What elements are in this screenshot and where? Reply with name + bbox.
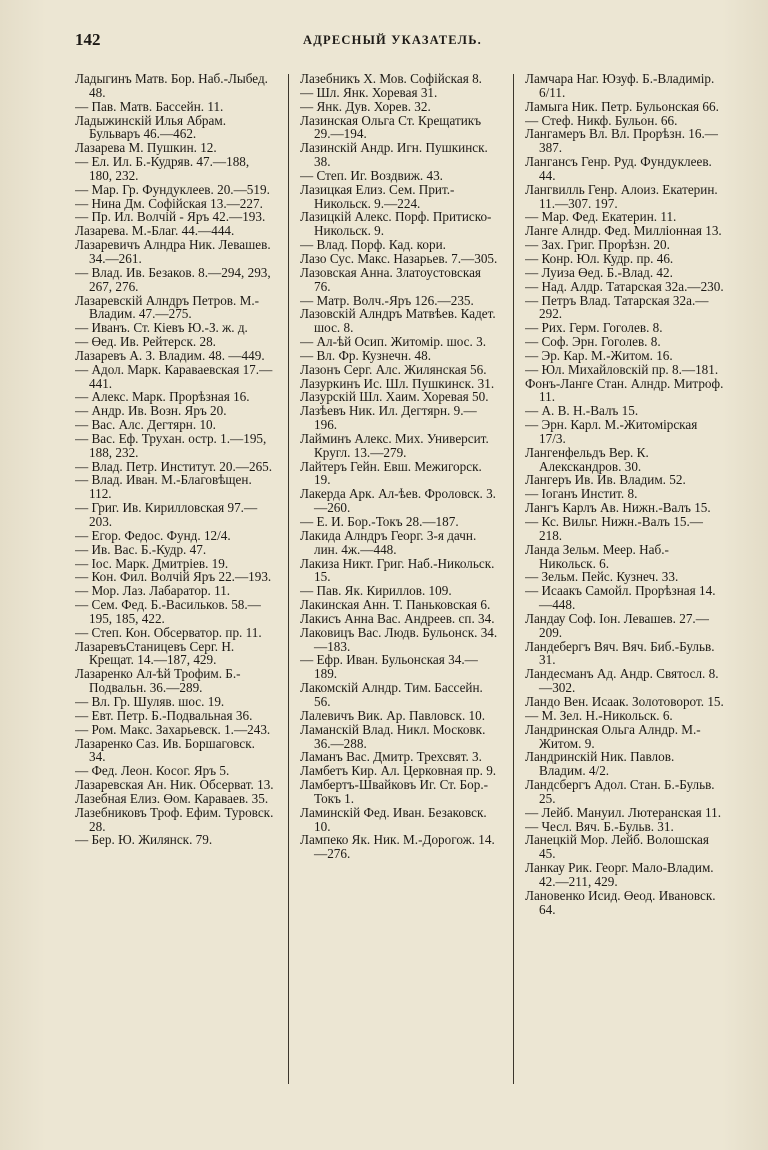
directory-entry: Ланецкій Мор. Лейб. Волошская 45. (525, 832, 709, 862)
page-header (75, 30, 710, 52)
directory-entry: Лазовскій Алндръ Матвѣев. Кадет. шос. 8. (300, 306, 496, 336)
directory-entry: Лайминъ Алекс. Мих. Университ. Кругл. 13.—279. (300, 430, 489, 460)
directory-entry: Ландо Вен. Исаак. Золотоворот. 15. (525, 693, 724, 709)
directory-entry: — Ел. Ил. Б.-Кудряв. 47.—188, 180, 232. (75, 154, 250, 183)
directory-entry: Ламинскій Фед. Иван. Безаковск. 10. (300, 804, 487, 834)
directory-entry: ЛазаревъСтаницевъ Серг. Н. Крещат. 14.—187, 429. (75, 638, 235, 668)
directory-entry: — Рих. Герм. Гоголев. 8. (525, 320, 663, 336)
directory-entry: — Зах. Григ. Прорѣзн. 20. (525, 237, 670, 253)
directory-entry: Лакиза Никт. Григ. Наб.-Никольск. 15. (300, 555, 495, 585)
directory-entry: — Іос. Марк. Дмитріев. 19. (75, 555, 229, 571)
directory-entry: — Шл. Янк. Хоревая 31. (300, 84, 438, 100)
directory-entry: — Исаакъ Самойл. Прорѣзная 14.—448. (525, 583, 716, 613)
directory-entry: — Соф. Эрн. Гоголев. 8. (525, 334, 661, 350)
directory-entry: Лазинскій Андр. Игн. Пушкинск. 38. (300, 140, 488, 170)
directory-entry: Лазаревъ А. З. Владим. 48. —449. (75, 347, 265, 363)
directory-entry: Лангенфельдъ Вер. К. Алекскандров. 30. (525, 444, 649, 474)
directory-entry: — Ив. Вас. Б.-Кудр. 47. (75, 541, 207, 557)
directory-entry: Лалевичъ Вик. Ар. Павловск. 10. (300, 707, 486, 723)
directory-entry: Лазицкій Алекс. Порф. Притиско-Никольск. 9. (300, 209, 492, 239)
directory-entry: Ланкау Рик. Георг. Мало-Владим. 42.—211, 429. (525, 860, 714, 889)
directory-entry: Лазебниковъ Троф. Ефим. Туровск. 28. (75, 804, 274, 834)
directory-entry: — Пав. Як. Кириллов. 109. (300, 583, 452, 599)
directory-entry: — Влад. Ив. Безаков. 8.—294, 293, 267, 276. (75, 264, 271, 294)
directory-entry: — Іоганъ Инстит. 8. (525, 486, 638, 502)
directory-entry: — Мар. Фед. Екатерин. 11. (525, 209, 677, 225)
directory-entry: Лазаренко Ал-ѣй Трофим. Б.-Подвальн. 36.—289. (75, 666, 241, 696)
directory-entry: — Фед. Леон. Косог. Яръ 5. (75, 763, 230, 779)
directory-entry: Лаковицъ Вас. Людв. Бульонск. 34.—183. (300, 624, 498, 654)
directory-entry: Лазаревичъ Алндра Ник. Левашев. 34.—261. (75, 237, 271, 266)
directory-entry: Лазонъ Серг. Алс. Жилянская 56. (300, 361, 487, 377)
directory-entry: Ландесманъ Ад. Андр. Святосл. 8.—302. (525, 666, 719, 696)
directory-entry: — Матр. Волч.-Яръ 126.—235. (300, 292, 474, 308)
directory-entry: — Влад. Петр. Институт. 20.—265. (75, 458, 273, 474)
directory-entry: Ландсбергъ Адол. Стан. Б.-Бульв. 25. (525, 777, 715, 806)
directory-entry: — Эрн. Карл. М.-Житомірская 17/3. (525, 417, 698, 446)
directory-entry: Лангвилль Генр. Алоиз. Екатерин. 11.—307. 197. (525, 181, 718, 211)
running-title: АДРЕСНЫЙ УКАЗАТЕЛЬ. (303, 33, 482, 47)
directory-entry: — Сем. Фед. Б.-Васильков. 58.—195, 185, 422. (75, 597, 261, 626)
directory-entry: Лангансъ Генр. Руд. Фундуклеев. 44. (525, 154, 712, 183)
directory-entry: — Егор. Федос. Фунд. 12/4. (75, 527, 231, 543)
directory-entry: — Иванъ. Ст. Кіевъ Ю.-З. ж. д. (75, 320, 248, 336)
directory-entry: Лазѣевъ Ник. Ил. Дегтярн. 9.—196. (300, 403, 477, 433)
directory-entry: Лазинская Ольга Ст. Крещатикъ 29.—194. (300, 112, 482, 142)
directory-columns (75, 72, 724, 1132)
directory-entry: Ладыгинъ Матв. Бор. Наб.-Лыбед. 48. (75, 72, 268, 100)
directory-entry: — М. Зел. Н.-Никольск. 6. (525, 707, 673, 723)
directory-entry: Лазовская Анна. Златоустовская 76. (300, 264, 481, 294)
directory-entry: Лазарева. М.-Благ. 44.—444. (75, 223, 235, 239)
directory-entry: Ламанъ Вас. Дмитр. Трехсвят. 3. (300, 749, 482, 765)
directory-entry: Фонъ-Ланге Стан. Алндр. Митроф. 11. (525, 375, 724, 405)
directory-entry: Ламчара Наг. Юзуф. Б.-Владимір. 6/11. (525, 72, 715, 100)
directory-entry: Ладыжинскій Илья Абрам. Бульваръ 46.—462. (75, 112, 227, 142)
directory-entry: Лазарева М. Пушкин. 12. (75, 140, 217, 156)
directory-entry: — Вл. Фр. Кузнечн. 48. (300, 347, 432, 363)
directory-entry: Лакисъ Анна Вас. Андреев. сп. 34. (300, 610, 495, 626)
directory-entry: — Е. И. Бор.-Токъ 28.—187. (300, 514, 459, 529)
directory-entry: — Пр. Ил. Волчій - Яръ 42.—193. (75, 209, 266, 225)
directory-entry: — Луиза Өед. Б.-Влад. 42. (525, 264, 673, 280)
directory-entry: Лазаревская Ан. Ник. Обсерват. 13. (75, 777, 274, 793)
directory-entry: — Евт. Петр. Б.-Подвальная 36. (75, 707, 253, 723)
directory-entry: — А. В. Н.-Валъ 15. (525, 403, 639, 419)
directory-entry: — Зельм. Пейс. Кузнеч. 33. (525, 569, 679, 585)
directory-entry: — Вл. Гр. Шуляв. шос. 19. (75, 693, 225, 709)
directory-entry: — Адол. Марк. Караваевская 17.—441. (75, 361, 273, 391)
directory-entry: Лакинская Анн. Т. Паньковская 6. (300, 597, 491, 613)
directory-entry: Ландау Соф. Іон. Левашев. 27.—209. (525, 610, 709, 640)
directory-entry: — Эр. Кар. М.-Житом. 16. (525, 347, 673, 363)
directory-entry: — Влад. Порф. Кад. кори. (300, 237, 446, 253)
directory-entry: Ланда Зельм. Меер. Наб.-Никольск. 6. (525, 541, 669, 571)
directory-entry: Лазицкая Елиз. Сем. Прит.-Никольск. 9.—224. (300, 181, 455, 211)
directory-entry: — Ефр. Иван. Бульонская 34.—189. (300, 652, 478, 682)
directory-entry: Лазо Сус. Макс. Назарьев. 7.—305. (300, 250, 498, 266)
directory-entry: Лазебная Елиз. Өом. Караваев. 35. (75, 790, 269, 806)
directory-entry: — Степ. Иг. Воздвиж. 43. (300, 167, 443, 183)
directory-entry: Лакомскій Алндр. Тим. Бассейн. 56. (300, 680, 483, 709)
directory-entry: Лакерда Арк. Ал-ѣев. Фроловск. 3.—260. (300, 486, 496, 516)
directory-entry: — Янк. Дув. Хорев. 32. (300, 98, 431, 114)
directory-entry: — Чесл. Вяч. Б.-Бульв. 31. (525, 818, 674, 834)
directory-entry: — Юл. Михайловскій пр. 8.—181. (525, 361, 719, 377)
directory-entry: Ландебергъ Вяч. Вяч. Биб.-Бульв. 31. (525, 638, 715, 668)
directory-entry: — Степ. Кон. Обсерватор. пр. 11. (75, 624, 262, 640)
column-2 (300, 72, 499, 1132)
directory-entry: Лакида Алндръ Георг. 3-я дачн. лин. 4ж.—448. (300, 527, 477, 557)
directory-entry: Лайтеръ Гейн. Евш. Межигорск. 19. (300, 458, 482, 488)
directory-entry: — Алекс. Марк. Прорѣзная 16. (75, 389, 250, 405)
directory-entry: Лампеко Як. Ник. М.-Дорогож. 14.—276. (300, 832, 495, 862)
directory-entry: — Над. Алдр. Татарская 32а.—230. (525, 278, 724, 294)
directory-entry: Лазуркинъ Ис. Шл. Пушкинск. 31. (300, 375, 495, 391)
directory-entry: Ламбетъ Кир. Ал. Церковная пр. 9. (300, 763, 497, 779)
directory-entry: Лангъ Карлъ Ав. Нижн.-Валъ 15. (525, 500, 711, 516)
directory-entry: — Петръ Влад. Татарская 32а.—292. (525, 292, 709, 322)
directory-entry: — Кон. Фил. Волчій Яръ 22.—193. (75, 569, 272, 585)
column-divider (513, 74, 514, 1084)
directory-entry: — Пав. Матв. Бассейн. 11. (75, 98, 224, 114)
directory-entry: Ламбертъ-Швайковъ Иг. Ст. Бор.-Токъ 1. (300, 777, 489, 806)
directory-entry: Лазурскій Шл. Хаим. Хоревая 50. (300, 389, 489, 405)
directory-entry: Ландринская Ольга Алндр. М.-Житом. 9. (525, 721, 701, 751)
directory-entry: Ландринскій Ник. Павлов. Владим. 4/2. (525, 749, 675, 779)
directory-entry: — Бер. Ю. Жилянск. 79. (75, 832, 213, 848)
directory-entry: — Ал-ѣй Осип. Житомір. шос. 3. (300, 334, 486, 350)
directory-entry: — Лейб. Мануил. Лютеранская 11. (525, 804, 722, 820)
directory-entry: Лангеръ Ив. Ив. Владим. 52. (525, 472, 686, 488)
directory-entry: — Мор. Лаз. Лабаратор. 11. (75, 583, 231, 599)
directory-entry: — Андр. Ив. Возн. Яръ 20. (75, 403, 227, 419)
column-divider (288, 74, 289, 1084)
directory-entry: Лазаревскій Алндръ Петров. М.-Владим. 47.—275. (75, 292, 260, 322)
directory-entry: — Нина Дм. Софійская 13.—227. (75, 195, 263, 211)
directory-entry: — Григ. Ив. Кирилловская 97.—203. (75, 500, 258, 529)
directory-entry: Ламыга Ник. Петр. Бульонская 66. (525, 98, 719, 114)
directory-entry: Ланге Алндр. Фед. Милліонная 13. (525, 223, 722, 239)
directory-entry: — Вас. Алс. Дегтярн. 10. (75, 417, 216, 433)
directory-entry: — Өед. Ив. Рейтерск. 28. (75, 334, 216, 350)
directory-entry: — Кс. Вильг. Нижн.-Валъ 15.—218. (525, 514, 703, 543)
page-number: 142 (75, 30, 101, 49)
directory-entry: Лановенко Исид. Өеод. Ивановск. 64. (525, 887, 716, 917)
directory-entry: Ламанскій Влад. Никл. Московк. 36.—288. (300, 721, 486, 751)
directory-entry: — Ром. Макс. Захарьевск. 1.—243. (75, 721, 271, 737)
column-1 (75, 72, 274, 1132)
directory-entry: — Стеф. Никф. Бульон. 66. (525, 112, 678, 128)
directory-entry: — Влад. Иван. М.-Благовѣщен. 112. (75, 472, 252, 502)
directory-entry: Лазаренко Саз. Ив. Боршаговск. 34. (75, 735, 255, 765)
column-3 (525, 72, 724, 1132)
directory-entry: — Конр. Юл. Кудр. пр. 46. (525, 250, 674, 266)
directory-entry: Лангамеръ Вл. Вл. Прорѣзн. 16.—387. (525, 126, 718, 156)
directory-entry: Лазебникъ Х. Мов. Софійская 8. (300, 72, 482, 86)
directory-entry: — Мар. Гр. Фундуклеев. 20.—519. (75, 181, 270, 197)
directory-entry: — Вас. Еф. Трухан. остр. 1.—195, 188, 232. (75, 430, 267, 460)
